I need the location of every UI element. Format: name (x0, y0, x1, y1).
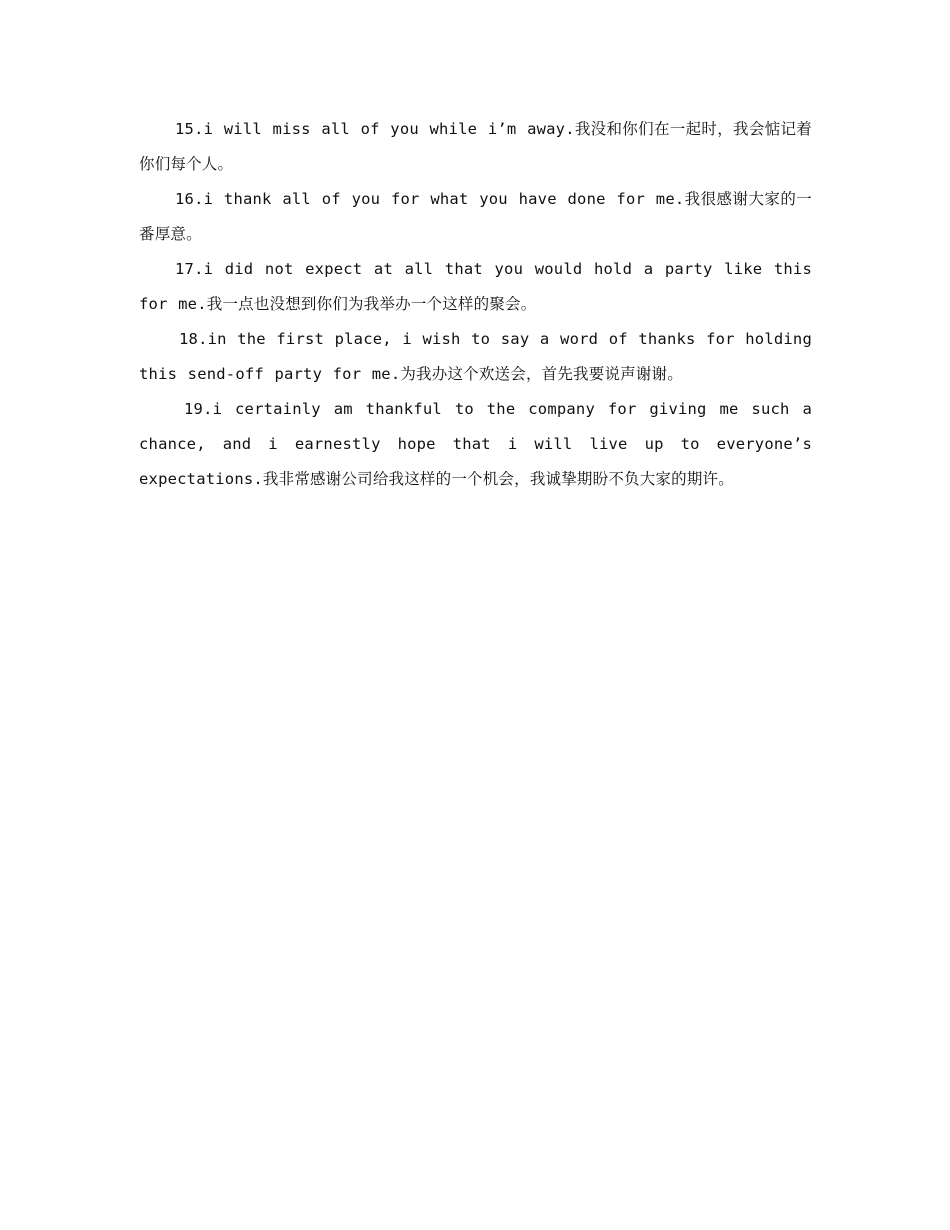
paragraph-17: 17.i did not expect at all that you would hold a party like this for me.我一点也没想到你们为我举办一个这样的聚会。 (139, 260, 812, 313)
paragraph-16: 16.i thank all of you for what you have done for me.我很感谢大家的一番厚意。 (139, 190, 812, 243)
paragraph-18: 18.in the first place, i wish to say a word of thanks for holding this send-off party for me.为我办这个欢送会，首先我要说声谢谢。 (139, 330, 812, 383)
document-body (139, 112, 812, 497)
paragraph-19: 19.i certainly am thankful to the company for giving me such a chance, and i earnestly hope that i will live up to everyone’s expectations.我非常感谢公司给我这样的一个机会，我诚挚期盼不负大家的期许。 (139, 400, 812, 488)
paragraph-15: 15.i will miss all of you while i’m away.我没和你们在一起时，我会惦记着你们每个人。 (139, 120, 812, 173)
